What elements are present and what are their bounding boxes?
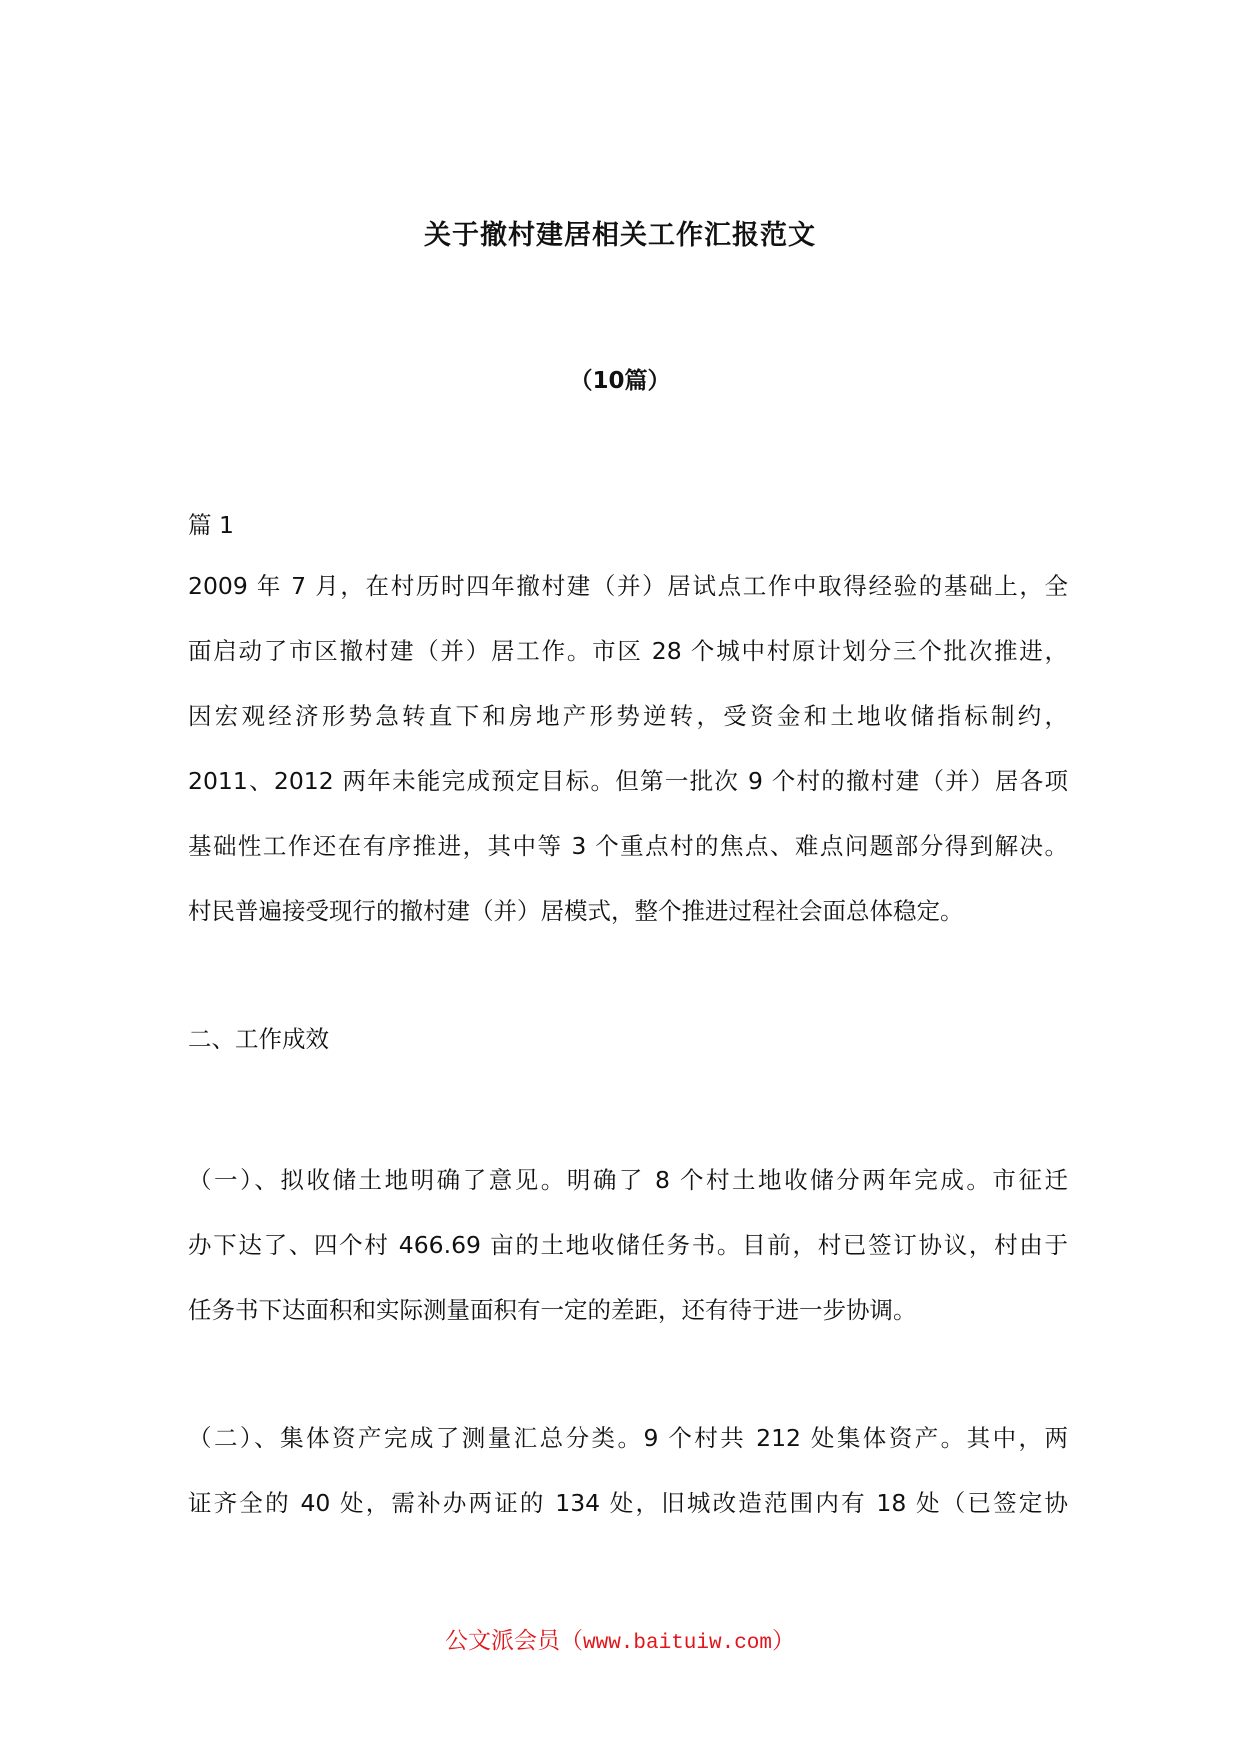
footer-brand: 公文派会员（ (444, 1628, 583, 1654)
document-subtitle: （10篇） (569, 368, 671, 394)
paragraph-line: 因宏观经济形势急转直下和房地产形势逆转，受资金和土地收储指标制约， (188, 702, 1068, 730)
chapter-label: 篇 1 (188, 511, 234, 539)
paragraph-line: 办下达了、四个村 466.69 亩的土地收储任务书。目前，村已签订协议，村由于 (188, 1231, 1068, 1259)
paragraph-3 (188, 1406, 1068, 1536)
document-title: 关于撤村建居相关工作汇报范文 (424, 220, 816, 251)
paragraph-line: 基础性工作还在有序推进，其中等 3 个重点村的焦点、难点问题部分得到解决。 (188, 832, 1068, 860)
paragraph-line: 面启动了市区撤村建（并）居工作。市区 28 个城中村原计划分三个批次推进， (188, 637, 1068, 665)
paragraph-line: 2011、2012 两年未能完成预定目标。但第一批次 9 个村的撤村建（并）居各项 (188, 767, 1068, 795)
footer-url-link[interactable]: www.baituiw.com (582, 1632, 773, 1655)
paragraph-line: 证齐全的 40 处，需补办两证的 134 处，旧城改造范围内有 18 处（已签定协 (188, 1489, 1068, 1517)
paragraph-line: 2009 年 7 月，在村历时四年撤村建（并）居试点工作中取得经验的基础上，全 (188, 572, 1068, 600)
paragraph-line: 村民普遍接受现行的撤村建（并）居模式，整个推进过程社会面总体稳定。 (188, 897, 964, 925)
paragraph-1 (188, 554, 1068, 944)
footer-watermark (0, 1622, 1240, 1655)
section-heading: 二、工作成效 (188, 1025, 329, 1053)
paragraph-line: 任务书下达面积和实际测量面积有一定的差距，还有待于进一步协调。 (188, 1296, 917, 1324)
paragraph-line: （二）、集体资产完成了测量汇总分类。9 个村共 212 处集体资产。其中，两 (188, 1424, 1068, 1452)
paragraph-line: （一）、拟收储土地明确了意见。明确了 8 个村土地收储分两年完成。市征迁 (188, 1166, 1068, 1194)
footer-close: ） (772, 1628, 796, 1654)
paragraph-2 (188, 1148, 1068, 1343)
